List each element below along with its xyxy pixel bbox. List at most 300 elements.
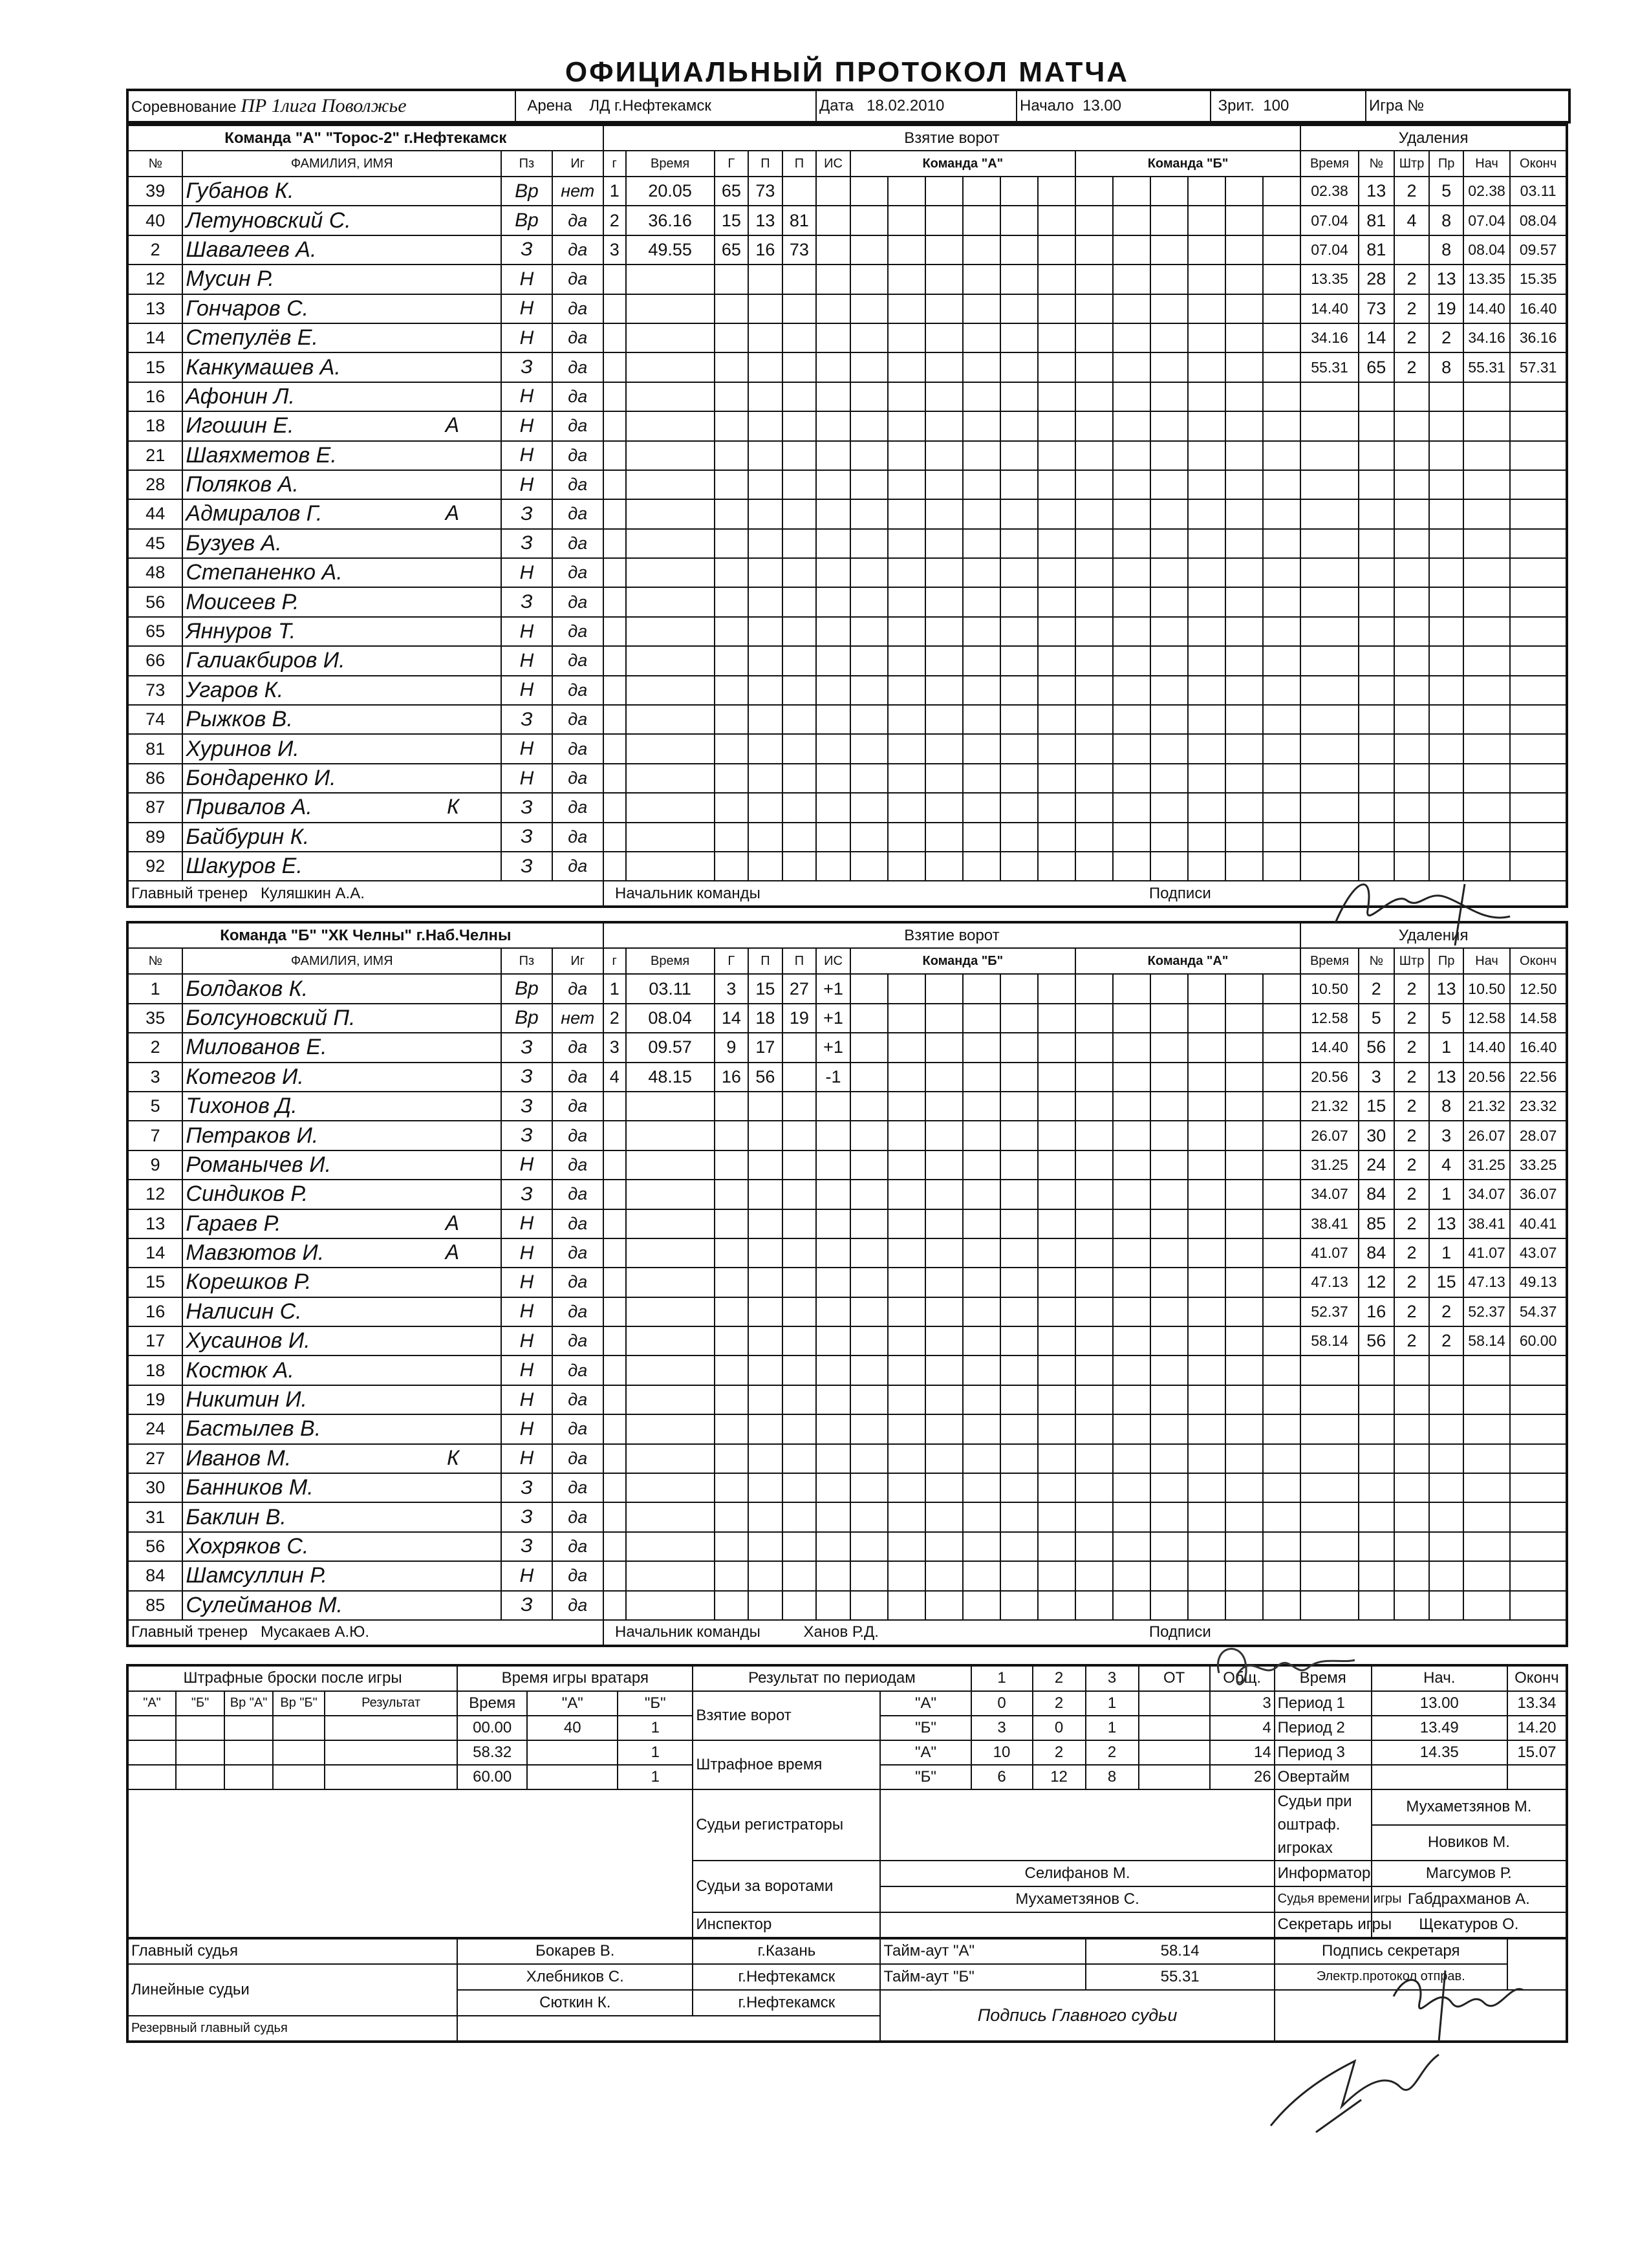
player-position: Н <box>501 441 552 470</box>
goal-assist: 15 <box>748 974 782 1003</box>
player-name <box>182 1238 501 1268</box>
player-name <box>182 529 501 558</box>
goal-is: +1 <box>816 1033 850 1062</box>
player-played: да <box>552 587 603 616</box>
time-row-label: Овертайм <box>1275 1765 1372 1789</box>
player-number: 30 <box>127 1473 182 1502</box>
period-team: "А" <box>880 1740 971 1765</box>
player-name-text: Бондаренко И. <box>186 766 336 790</box>
captain-mark: А <box>445 1211 460 1235</box>
goal-assist <box>782 1033 817 1062</box>
player-played: да <box>552 1414 603 1443</box>
player-name <box>182 1326 501 1355</box>
player-position: З <box>501 1092 552 1121</box>
informator-label: Информатор <box>1275 1861 1372 1886</box>
player-name <box>182 1385 501 1414</box>
goal-judge: Мухаметзянов С. <box>880 1886 1274 1912</box>
period-col-total: Общ. <box>1210 1665 1275 1691</box>
team-manager-cell <box>603 1620 1075 1646</box>
player-row <box>127 1033 1567 1062</box>
player-position: З <box>501 235 552 265</box>
player-row <box>127 646 1567 675</box>
player-played: да <box>552 974 603 1003</box>
col-goal-time: Время <box>626 948 715 974</box>
summary-table <box>126 1664 1568 2043</box>
player-name-text: Бастылев В. <box>186 1416 321 1442</box>
player-name-text: Хуринов И. <box>186 736 299 761</box>
col-pen-time: Время <box>1300 948 1359 974</box>
player-played: да <box>552 1473 603 1502</box>
period-value: 10 <box>971 1740 1033 1765</box>
player-played: да <box>552 499 603 528</box>
player-position: Вр <box>501 206 552 235</box>
player-row <box>127 1532 1567 1561</box>
pen-reason: 2 <box>1429 1326 1463 1355</box>
player-position: Н <box>501 1561 552 1590</box>
time-row-start: 13.49 <box>1372 1716 1507 1740</box>
player-position: Н <box>501 1444 552 1473</box>
player-position: Н <box>501 323 552 352</box>
player-row <box>127 974 1567 1003</box>
player-played: да <box>552 470 603 499</box>
goal-no: 1 <box>603 177 626 206</box>
pen-player: 85 <box>1359 1209 1394 1238</box>
player-position: З <box>501 1502 552 1531</box>
time-col-end: Оконч <box>1507 1665 1567 1691</box>
player-number: 16 <box>127 382 182 411</box>
col-lineup-own: Команда "Б" <box>850 948 1075 974</box>
pen-player: 73 <box>1359 294 1394 323</box>
player-name <box>182 1004 501 1033</box>
goalie-time: 58.32 <box>457 1740 527 1765</box>
head-coach-label: Главный тренер <box>131 884 248 902</box>
player-played: да <box>552 646 603 675</box>
period-col-ot: ОТ <box>1139 1665 1210 1691</box>
pen-player: 84 <box>1359 1238 1394 1268</box>
roster-table <box>126 124 1568 908</box>
player-name-text: Синдиков Р. <box>186 1182 308 1207</box>
penalties-title: Удаления <box>1300 922 1567 948</box>
col-played: Иг <box>552 948 603 974</box>
date-label: Дата <box>819 97 854 114</box>
head-coach-cell <box>127 881 603 907</box>
player-played: да <box>552 1561 603 1590</box>
pen-time: 14.40 <box>1300 294 1359 323</box>
player-name-text: Галиакбиров И. <box>186 648 345 673</box>
player-number: 14 <box>127 323 182 352</box>
player-number: 40 <box>127 206 182 235</box>
period-total: 14 <box>1210 1740 1275 1765</box>
player-name-text: Шамсуллин Р. <box>186 1563 327 1588</box>
time-title: Время <box>1275 1665 1372 1691</box>
period-value: 1 <box>1086 1716 1139 1740</box>
player-name-text: Корешков Р. <box>186 1269 312 1295</box>
player-name-text: Летуновский С. <box>186 208 351 233</box>
col-is: ИС <box>816 948 850 974</box>
pen-end: 08.04 <box>1510 206 1567 235</box>
pen-reason: 8 <box>1429 206 1463 235</box>
goalie-b: 1 <box>618 1716 693 1740</box>
col-goal-scorer: Г <box>715 948 749 974</box>
period-value: 2 <box>1033 1691 1086 1716</box>
goal-scorer: 3 <box>715 974 749 1003</box>
player-position: Н <box>501 470 552 499</box>
period-col-2: 2 <box>1033 1665 1086 1691</box>
period-col-3: 3 <box>1086 1665 1139 1691</box>
goal-assist <box>782 177 817 206</box>
goal-judges-label: Судьи за воротами <box>693 1861 880 1912</box>
team-manager-label: Начальник команды <box>615 884 760 902</box>
pen-end: 16.40 <box>1510 1033 1567 1062</box>
player-position: Н <box>501 676 552 705</box>
pen-minutes: 2 <box>1394 1150 1430 1180</box>
player-row <box>127 1092 1567 1121</box>
goal-time: 08.04 <box>626 1004 715 1033</box>
head-coach-label: Главный тренер <box>131 1623 248 1641</box>
player-name-text: Байбурин К. <box>186 824 310 849</box>
player-row <box>127 1268 1567 1297</box>
player-played: да <box>552 764 603 793</box>
player-name <box>182 1414 501 1443</box>
player-row <box>127 529 1567 558</box>
col-pos: Пз <box>501 151 552 177</box>
goalie-a: 40 <box>527 1716 618 1740</box>
player-played: да <box>552 235 603 265</box>
player-name <box>182 206 501 235</box>
player-played: да <box>552 323 603 352</box>
pen-time: 21.32 <box>1300 1092 1359 1121</box>
col-pen-pr: Пр <box>1429 948 1463 974</box>
period-value: 8 <box>1086 1765 1139 1789</box>
pen-reason: 1 <box>1429 1033 1463 1062</box>
player-name-text: Болдаков К. <box>186 976 308 1001</box>
player-name-text: Болсуновский П. <box>186 1005 356 1030</box>
player-row <box>127 382 1567 411</box>
player-position: Вр <box>501 974 552 1003</box>
player-number: 89 <box>127 823 182 852</box>
pen-player: 56 <box>1359 1033 1394 1062</box>
date-cell <box>816 90 1017 122</box>
player-played: да <box>552 852 603 881</box>
captain-mark: К <box>447 795 460 819</box>
player-played: да <box>552 793 603 822</box>
arena-cell <box>515 90 816 122</box>
pen-reason: 13 <box>1429 265 1463 294</box>
referee-city: г.Казань <box>693 1938 880 1964</box>
player-played: да <box>552 1297 603 1326</box>
pen-reason: 13 <box>1429 1209 1463 1238</box>
player-played: нет <box>552 177 603 206</box>
time-row-label: Период 1 <box>1275 1691 1372 1716</box>
player-played: да <box>552 382 603 411</box>
player-name <box>182 705 501 734</box>
pen-minutes: 2 <box>1394 1297 1430 1326</box>
player-name <box>182 1033 501 1062</box>
pen-reason: 4 <box>1429 1150 1463 1180</box>
player-name-text: Шаяхметов Е. <box>186 442 337 468</box>
goal-judge: Селифанов М. <box>880 1861 1274 1886</box>
goalie-a <box>527 1765 618 1789</box>
player-name-text: Степулёв Е. <box>186 325 318 351</box>
goal-assist: 73 <box>748 177 782 206</box>
goal-scorer: 15 <box>715 206 749 235</box>
referee-value: Бокарев В. <box>457 1938 693 1964</box>
player-played: да <box>552 1355 603 1385</box>
player-position: З <box>501 587 552 616</box>
timekeeper-label: Судья времени игры <box>1275 1886 1372 1912</box>
player-name <box>182 1561 501 1590</box>
pen-end: 49.13 <box>1510 1268 1567 1297</box>
player-row <box>127 705 1567 734</box>
player-row <box>127 1591 1567 1620</box>
penalty-box-judge: Новиков М. <box>1372 1825 1567 1861</box>
match-header <box>126 89 1571 124</box>
player-row <box>127 1414 1567 1443</box>
pen-minutes: 2 <box>1394 323 1430 352</box>
player-row <box>127 441 1567 470</box>
pen-minutes: 2 <box>1394 1121 1430 1150</box>
player-position: З <box>501 1532 552 1561</box>
competition-cell <box>127 90 515 122</box>
col-lineup-own: Команда "А" <box>850 151 1075 177</box>
player-name <box>182 1268 501 1297</box>
player-played: да <box>552 1092 603 1121</box>
linesmen-label: Линейные судьи <box>127 1964 457 2016</box>
player-played: да <box>552 1063 603 1092</box>
pen-time: 52.37 <box>1300 1297 1359 1326</box>
goal-is <box>816 177 850 206</box>
player-number: 28 <box>127 470 182 499</box>
goal-assist: 13 <box>748 206 782 235</box>
timeout-b-value: 55.31 <box>1086 1964 1275 1990</box>
pen-minutes: 2 <box>1394 1180 1430 1209</box>
pen-time: 34.16 <box>1300 323 1359 352</box>
player-number: 15 <box>127 352 182 382</box>
pen-minutes: 2 <box>1394 1033 1430 1062</box>
pen-reason: 3 <box>1429 1121 1463 1150</box>
goal-is <box>816 235 850 265</box>
col-pen-end: Оконч <box>1510 948 1567 974</box>
signatures-label: Подписи <box>1148 1623 1211 1641</box>
player-row <box>127 558 1567 587</box>
player-name <box>182 1209 501 1238</box>
col-lineup-opp: Команда "А" <box>1075 948 1300 974</box>
player-played: да <box>552 823 603 852</box>
goal-scorer: 9 <box>715 1033 749 1062</box>
goalie-b: 1 <box>618 1740 693 1765</box>
date-value: 18.02.2010 <box>867 97 945 114</box>
player-position: З <box>501 1180 552 1209</box>
player-number: 45 <box>127 529 182 558</box>
pen-start: 58.14 <box>1463 1326 1510 1355</box>
pen-player: 56 <box>1359 1326 1394 1355</box>
player-name-text: Иванов М. <box>186 1445 292 1471</box>
pen-minutes: 2 <box>1394 1326 1430 1355</box>
col-pen-pr: Пр <box>1429 151 1463 177</box>
player-row <box>127 1502 1567 1531</box>
shootout-title: Штрафные броски после игры <box>127 1665 457 1691</box>
col-name: ФАМИЛИЯ, ИМЯ <box>182 151 501 177</box>
pen-minutes <box>1394 235 1430 265</box>
player-row <box>127 1444 1567 1473</box>
player-position: Н <box>501 1326 552 1355</box>
inspector-label: Инспектор <box>693 1912 880 1938</box>
player-number: 16 <box>127 1297 182 1326</box>
shootout-col-gb: Вр "Б" <box>273 1691 325 1716</box>
col-goal-time: Время <box>626 151 715 177</box>
pen-start: 20.56 <box>1463 1063 1510 1092</box>
period-value: 0 <box>1033 1716 1086 1740</box>
team-a-signature <box>1316 865 1523 949</box>
goalie-b: 1 <box>618 1765 693 1789</box>
player-number: 81 <box>127 734 182 763</box>
pen-start: 26.07 <box>1463 1121 1510 1150</box>
player-number: 14 <box>127 1238 182 1268</box>
player-played: да <box>552 1444 603 1473</box>
goalie-col-a: "А" <box>527 1691 618 1716</box>
player-played: да <box>552 1532 603 1561</box>
player-row <box>127 1004 1567 1033</box>
player-played: да <box>552 617 603 646</box>
pen-reason: 15 <box>1429 1268 1463 1297</box>
player-position: Вр <box>501 177 552 206</box>
competition-value: ПР 1лига Поволжье <box>241 95 407 116</box>
player-row <box>127 1355 1567 1385</box>
player-name <box>182 1150 501 1180</box>
goalie-a <box>527 1740 618 1765</box>
arena-value: ЛД г.Нефтекамск <box>589 97 711 114</box>
player-row <box>127 499 1567 528</box>
player-position: З <box>501 793 552 822</box>
pen-end: 23.32 <box>1510 1092 1567 1121</box>
player-name-text: Шавалеев А. <box>186 237 317 262</box>
time-row-end: 15.07 <box>1507 1740 1567 1765</box>
pen-minutes: 2 <box>1394 177 1430 206</box>
player-name <box>182 764 501 793</box>
pen-reason: 19 <box>1429 294 1463 323</box>
player-name-text: Котегов И. <box>186 1064 304 1089</box>
pen-end: 36.07 <box>1510 1180 1567 1209</box>
player-position: Н <box>501 1297 552 1326</box>
player-row <box>127 676 1567 705</box>
player-name <box>182 1121 501 1150</box>
shootout-col-a: "А" <box>127 1691 176 1716</box>
pen-start: 55.31 <box>1463 352 1510 382</box>
period-value: 0 <box>971 1691 1033 1716</box>
player-number: 13 <box>127 1209 182 1238</box>
pen-minutes: 2 <box>1394 1268 1430 1297</box>
player-row <box>127 1209 1567 1238</box>
player-played: да <box>552 1326 603 1355</box>
penalties-title: Удаления <box>1300 125 1567 151</box>
player-name-text: Шакуров Е. <box>186 854 303 879</box>
player-row <box>127 1385 1567 1414</box>
goal-time: 49.55 <box>626 235 715 265</box>
eprotocol-label: Электр.протокол отправ. <box>1275 1964 1507 1990</box>
period-value: 1 <box>1086 1691 1139 1716</box>
player-position: З <box>501 1591 552 1620</box>
player-number: 85 <box>127 1591 182 1620</box>
pen-end: 43.07 <box>1510 1238 1567 1268</box>
pen-end: 15.35 <box>1510 265 1567 294</box>
col-assist-1: П <box>748 948 782 974</box>
goalie-time: 00.00 <box>457 1716 527 1740</box>
pen-reason: 1 <box>1429 1238 1463 1268</box>
time-row-start <box>1372 1765 1507 1789</box>
secretary-sign-label: Подпись секретаря <box>1275 1938 1507 1964</box>
captain-mark: К <box>447 1445 460 1469</box>
col-pos: Пз <box>501 948 552 974</box>
goal-is <box>816 206 850 235</box>
player-name-text: Хусаинов И. <box>186 1328 310 1354</box>
goal-is: -1 <box>816 1063 850 1092</box>
player-position: Н <box>501 646 552 675</box>
team-title: Команда "Б" "ХК Челны" г.Наб.Челны <box>127 922 603 948</box>
player-number: 18 <box>127 411 182 440</box>
goals-title: Взятие ворот <box>603 922 1300 948</box>
col-pen-no: № <box>1359 151 1394 177</box>
col-lineup-opp: Команда "Б" <box>1075 151 1300 177</box>
timeout-a-label: Тайм-аут "А" <box>880 1938 1085 1964</box>
goal-no: 2 <box>603 1004 626 1033</box>
pen-end: 60.00 <box>1510 1326 1567 1355</box>
signatures-label: Подписи <box>1148 884 1211 902</box>
pen-player: 65 <box>1359 352 1394 382</box>
player-row <box>127 617 1567 646</box>
goal-assist: 56 <box>748 1063 782 1092</box>
player-name-text: Адмиралов Г. <box>186 501 323 526</box>
col-pen-shtr: Штр <box>1394 948 1430 974</box>
pen-minutes: 2 <box>1394 265 1430 294</box>
arena-label: Арена <box>527 97 572 114</box>
player-name <box>182 1063 501 1092</box>
pen-minutes: 2 <box>1394 974 1430 1003</box>
player-row <box>127 177 1567 206</box>
pen-time: 20.56 <box>1300 1063 1359 1092</box>
goalie-time-title: Время игры вратаря <box>457 1665 693 1691</box>
player-number: 73 <box>127 676 182 705</box>
goals-title: Взятие ворот <box>603 125 1300 151</box>
player-row <box>127 1121 1567 1150</box>
goal-time: 36.16 <box>626 206 715 235</box>
player-number: 2 <box>127 235 182 265</box>
pen-start: 47.13 <box>1463 1268 1510 1297</box>
pen-reason: 5 <box>1429 1004 1463 1033</box>
pen-time: 02.38 <box>1300 177 1359 206</box>
time-col-start: Нач. <box>1372 1665 1507 1691</box>
goal-no: 2 <box>603 206 626 235</box>
pen-time: 58.14 <box>1300 1326 1359 1355</box>
pen-player: 2 <box>1359 974 1394 1003</box>
player-name-text: Милованов Е. <box>186 1035 327 1060</box>
player-played: нет <box>552 1004 603 1033</box>
player-position: З <box>501 705 552 734</box>
period-value <box>1139 1740 1210 1765</box>
period-value: 6 <box>971 1765 1033 1789</box>
pen-player: 30 <box>1359 1121 1394 1150</box>
team-b-signature <box>1193 1634 1361 1699</box>
player-name-text: Налисин С. <box>186 1299 302 1324</box>
pen-start: 31.25 <box>1463 1150 1510 1180</box>
col-no: № <box>127 151 182 177</box>
time-row-label: Период 3 <box>1275 1740 1372 1765</box>
player-name <box>182 352 501 382</box>
period-value <box>1139 1765 1210 1789</box>
player-row <box>127 587 1567 616</box>
player-number: 3 <box>127 1063 182 1092</box>
player-played: да <box>552 1121 603 1150</box>
pen-start: 14.40 <box>1463 1033 1510 1062</box>
